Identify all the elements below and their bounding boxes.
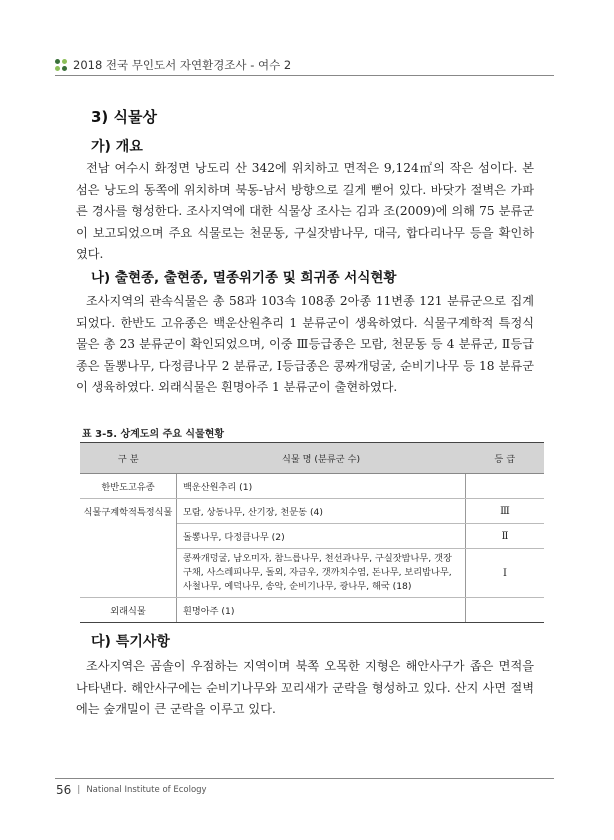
- table-row: [80, 549, 544, 598]
- row-category: 한반도고유종: [80, 474, 177, 499]
- table-row: [80, 598, 544, 623]
- header-grade: 등 급: [466, 443, 545, 474]
- row-grade: Ⅰ: [466, 549, 545, 598]
- paragraph-species: 조사지역의 관속식물은 총 58과 103속 108종 2아종 11변종 121 분류군으로 집계되었다. 한반도 고유종은 백운산원추리 1 분류군이 생육하였다. 식물구계학적 특정식물은 총 23 분류군이 확인되었으며, 이중 Ⅲ등급종은 모람, 천문동 등 4 분류군, Ⅱ등급종은 돌뽕나무, 다정큼나무 2 분류군, Ⅰ등급종은 콩짜개덩굴, 순비기나무 등 18 분류군이 생육하였다. 외래식물은 흰명아주 1 분류군이 출현하였다.: [76, 294, 534, 394]
- paragraph-notes: 조사지역은 곰솔이 우점하는 지역이며 북쪽 오목한 지형은 해안사구가 좁은 면적을 나타낸다. 해안사구에는 순비기나무와 꼬리새가 군락을 형성하고 있다. 산지 사면 절벽에는 숲개밀이 큰 군락을 이루고 있다.: [76, 659, 534, 716]
- row-grade: [466, 474, 545, 499]
- page-header: [55, 57, 291, 73]
- table-header-row: [80, 443, 544, 474]
- dot: [55, 66, 60, 71]
- row-grade: [466, 598, 545, 623]
- section-title-flora: 3) 식물상: [91, 108, 157, 126]
- header-rule: [55, 75, 554, 76]
- header-plants: 식물 명 (분류군 수): [177, 443, 466, 474]
- row-category: 식물구계학적특정식물: [80, 499, 177, 524]
- table-caption: 표 3-5. 상계도의 주요 식물현황: [82, 429, 225, 440]
- page-footer: [56, 783, 207, 797]
- footer-rule: [55, 778, 554, 779]
- row-grade: Ⅱ: [466, 524, 545, 549]
- header-category: 구 분: [80, 443, 177, 474]
- dot: [62, 66, 67, 71]
- table-row: [80, 499, 544, 524]
- row-plants: 모람, 상동나무, 산기장, 천문동 (4): [177, 499, 466, 524]
- row-plants: 콩짜개덩굴, 남오미자, 참느릅나무, 천선과나무, 구실잣밤나무, 갯장구채, 사스레피나무, 돌외, 자금우, 갯까치수염, 돈나무, 보리밥나무, 사철나무, 예덕나무, 송악, 순비기나무, 광나무, 해국 (18): [177, 549, 466, 598]
- row-category: 외래식물: [80, 598, 177, 623]
- row-grade: Ⅲ: [466, 499, 545, 524]
- row-category: [80, 549, 177, 598]
- row-plants: 백운산원추리 (1): [177, 474, 466, 499]
- section-title-overview: 가) 개요: [91, 139, 143, 155]
- header-title: 2018 전국 무인도서 자연환경조사 - 여수 2: [73, 58, 292, 72]
- footer-org: National Institute of Ecology: [86, 785, 207, 795]
- row-plants: 흰명아주 (1): [177, 598, 466, 623]
- row-category: [80, 524, 177, 549]
- row-plants: 돌뽕나무, 다정큼나무 (2): [177, 524, 466, 549]
- page-number: 56: [56, 783, 72, 797]
- paragraph-overview: 전남 여수시 화정면 낭도리 산 342에 위치하고 면적은 9,124㎡의 작은 섬이다. 본 섬은 낭도의 동쪽에 위치하며 북동-남서 방향으로 길게 뻗어 있다. 바닷가 절벽은 가파른 경사를 형성한다. 조사지역에 대한 식물상 조사는 김과 조(2009)에 의해 75 분류군이 보고되었으며 주요 식물로는 천문동, 구실잣밤나무, 대극, 합다리나무 등을 확인하였다.: [76, 161, 534, 261]
- header-dots-icon: [55, 59, 67, 71]
- table-row: [80, 474, 544, 499]
- dot: [62, 59, 67, 64]
- table-row: [80, 524, 544, 549]
- section-title-species: 나) 출현종, 출현종, 멸종위기종 및 희귀종 서식현황: [91, 270, 397, 286]
- section-title-notes: 다) 특기사항: [91, 634, 170, 650]
- dot: [55, 59, 60, 64]
- footer-separator: |: [77, 785, 81, 795]
- plant-table: [80, 442, 544, 623]
